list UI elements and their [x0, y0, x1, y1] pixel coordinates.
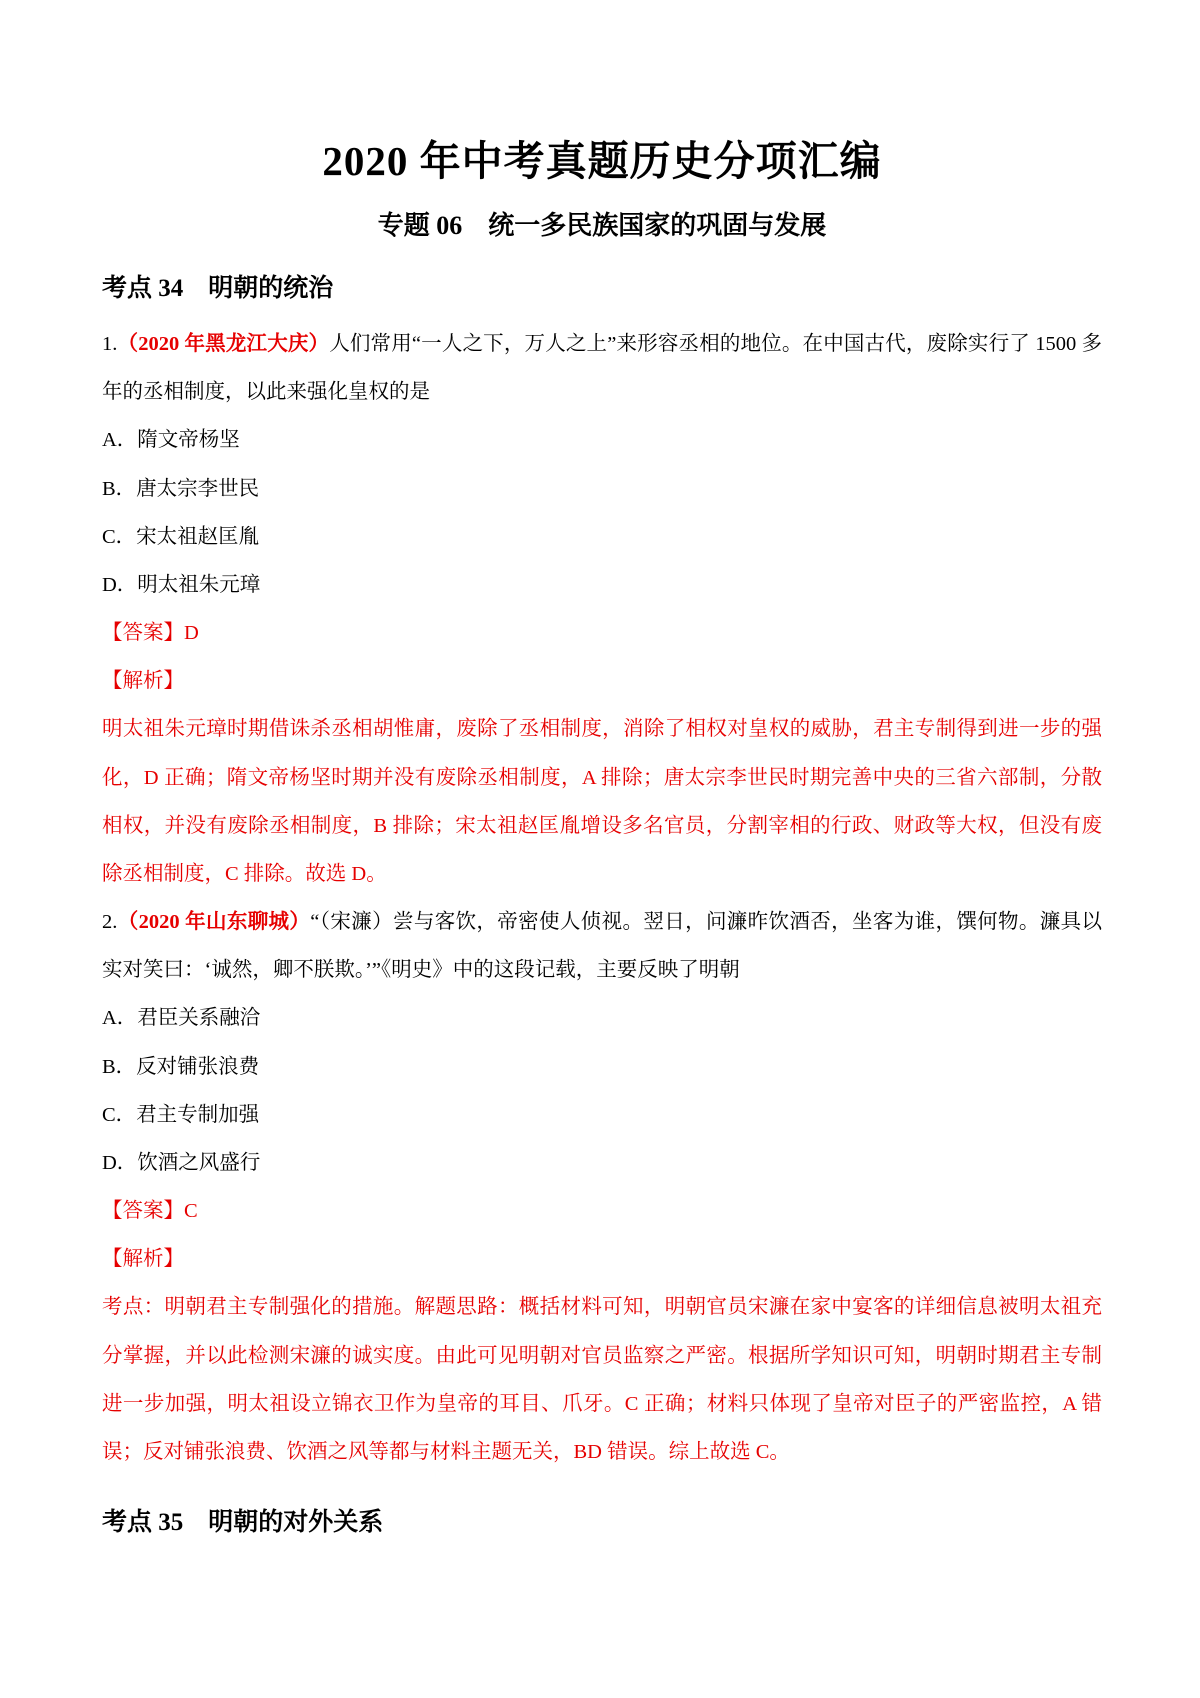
question-2-answer-value: C [184, 1200, 198, 1223]
question-1-analysis-label: 【解析】 [102, 670, 184, 693]
section-heading-kaodian-34: 考点 34 明朝的统治 [102, 275, 334, 302]
question-1-source: （2020 年黑龙江大庆） [117, 333, 330, 355]
question-2-answer-line [102, 1187, 1102, 1235]
question-2-analysis-label: 【解析】 [102, 1248, 184, 1271]
question-2-option-b: B．反对铺张浪费 [102, 1055, 260, 1078]
question-2-option-c: C．君主专制加强 [102, 1103, 260, 1126]
question-1-stem-text: 人们常用“一人之下，万人之上”来形容丞相的地位。在中国古代，废除实行了 1500 多年的丞相制度，以此来强化皇权的是 [102, 333, 1102, 404]
question-1-option-a: A．隋文帝杨坚 [102, 429, 240, 452]
question-1-stem-paragraph [102, 320, 1102, 416]
section-heading-kaodian-35: 考点 35 明朝的对外关系 [102, 1509, 384, 1537]
question-1-analysis-text: 明太祖朱元璋时期借诛杀丞相胡惟庸，废除了丞相制度，消除了相权对皇权的威胁，君主专制得到进一步的强化，D 正确；隋文帝杨坚时期并没有废除丞相制度，A 排除；唐太宗李世民时期完善中央的三省六部制，分散相权，并没有废除丞相制度，B 排除；宋太祖赵匡胤增设多名官员，分割宰相的行政、财政等大权，但没有废除丞相制度，C 排除。故选 D。 [102, 718, 1102, 885]
question-1-option-c: C．宋太祖赵匡胤 [102, 525, 260, 548]
page-subtitle: 专题 06 统一多民族国家的巩固与发展 [377, 211, 827, 240]
question-2-option-a: A．君臣关系融洽 [102, 1007, 261, 1030]
question-2-stem-paragraph [102, 898, 1102, 994]
question-2-analysis-text: 考点：明朝君主专制强化的措施。解题思路：概括材料可知，明朝官员宋濂在家中宴客的详细信息被明太祖充分掌握，并以此检测宋濂的诚实度。由此可见明朝对官员监察之严密。根据所学知识可知，明朝时期君主专制进一步加强，明太祖设立锦衣卫作为皇帝的耳目、爪牙。C 正确；材料只体现了皇帝对臣子的严密监控，A 错误；反对铺张浪费、饮酒之风等都与材料主题无关，BD 错误。综上故选 C。 [102, 1296, 1102, 1463]
question-2-stem-text: “（宋濂）尝与客饮，帝密使人侦视。翌日，问濂昨饮酒否，坐客为谁，馔何物。濂具以实对笑曰：‘诚然，卿不朕欺。’”《明史》中的这段记载，主要反映了明朝 [102, 911, 1103, 982]
question-1-number: 1. [102, 333, 118, 355]
question-1-option-d: D．明太祖朱元璋 [102, 573, 261, 596]
page-title: 2020 年中考真题历史分项汇编 [322, 138, 882, 184]
question-block-1 [102, 320, 1102, 898]
question-2-option-d: D．饮酒之风盛行 [102, 1151, 261, 1174]
question-2-source: （2020 年山东聊城） [117, 911, 311, 934]
question-block-2 [102, 898, 1102, 1476]
question-1-answer-line [102, 609, 1102, 657]
question-1-option-b: B．唐太宗李世民 [102, 477, 260, 500]
question-2-answer-label: 【答案】 [102, 1200, 184, 1223]
question-1-answer-value: D [184, 622, 199, 645]
question-1-answer-label: 【答案】 [102, 622, 184, 645]
question-2-number: 2. [102, 911, 118, 934]
